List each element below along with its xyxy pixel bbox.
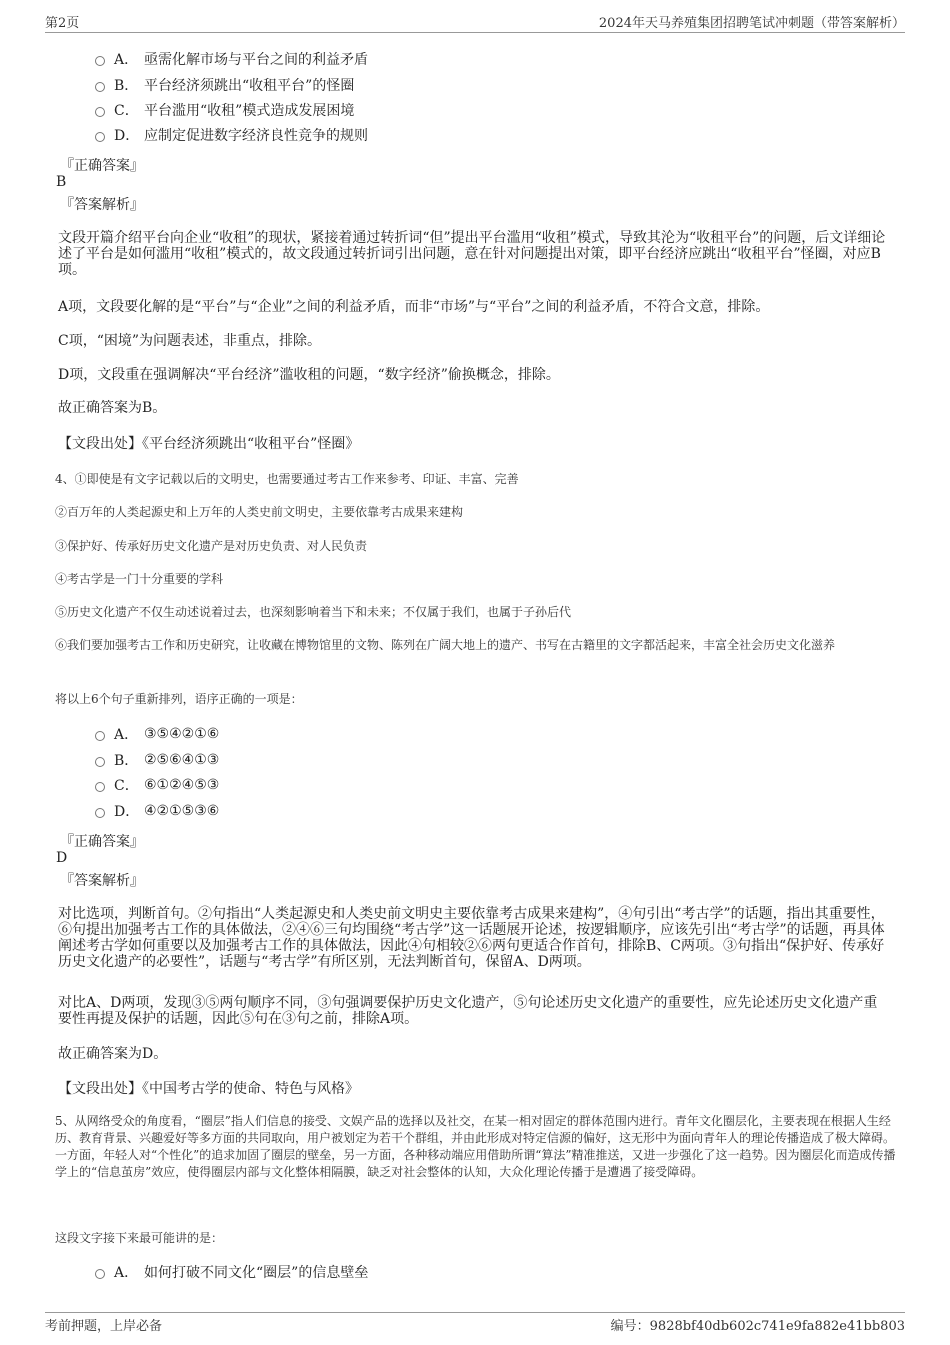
q4-source: 【文段出处】《中国考古学的使命、特色与风格》 — [58, 1081, 359, 1097]
q4-sentence-4: ④考古学是一门十分重要的学科 — [55, 572, 224, 586]
q3-answer: B — [56, 174, 67, 190]
q4-option-a[interactable]: A． ③⑤④②①⑥ — [95, 723, 219, 745]
q4-sentence-6: ⑥我们要加强考古工作和历史研究，让收藏在博物馆里的文物、陈列在广阔大地上的遗产、书写在古籍里的文字都活起来，丰富全社会历史文化滋养 — [55, 638, 836, 652]
footer-slogan: 考前押题，上岸必备 — [45, 1319, 163, 1334]
q3-source: 【文段出处】《平台经济须跳出“收租平台”怪圈》 — [58, 436, 360, 452]
q4-option-d[interactable]: D． ④②①⑤③⑥ — [95, 800, 219, 822]
radio-icon[interactable] — [95, 107, 105, 117]
radio-icon[interactable] — [95, 782, 105, 792]
q4-sentence-2: ②百万年的人类起源史和上万年的人类史前文明史，主要依靠考古成果来建构 — [55, 505, 464, 519]
q3-option-b[interactable]: B． 平台经济须跳出“收租平台”的怪圈 — [95, 74, 354, 96]
q4-correct-label: 『正确答案』 — [60, 834, 144, 850]
q4-prompt: 将以上6个句子重新排列，语序正确的一项是： — [55, 692, 303, 706]
footer-divider — [45, 1312, 905, 1313]
q4-option-c[interactable]: C． ⑥①②④⑤③ — [95, 774, 219, 796]
radio-icon[interactable] — [95, 56, 105, 66]
document-code: 编号：9828bf40db602c741e9fa882e41bb803 — [610, 1319, 905, 1334]
q3-analysis-2: A项，文段要化解的是“平台”与“企业”之间的利益矛盾，而非“市场”与“平台”之间的利益矛盾，不符合文意，排除。 — [58, 299, 770, 315]
q3-option-c[interactable]: C． 平台滥用“收租”模式造成发展困境 — [95, 99, 354, 121]
q3-option-d[interactable]: D． 应制定促进数字经济良性竞争的规则 — [95, 124, 368, 146]
q4-analysis-3: 故正确答案为D。 — [58, 1046, 168, 1062]
q5-stem: 5、从网络受众的角度看，“圈层”指人们信息的接受、文娱产品的选择以及社交，在某一相对固定的群体范围内进行。青年文化圈层化，主要表现在根据人生经历、教育背景、兴趣爱好等多方面的共同取向，用户被划定为若干个群组，并由此形成对特定信源的偏好，这无形中为面向青年人的理论传播造成了极大障碍。一方面，年轻人对“个性化”的追求加固了圈层的壁垒，另一方面，各种移动端应用借助所谓“算法”精准推送，又进一步强化了这一趋势。因为圈层化而造成传播学上的“信息茧房”效应，使得圈层内部与文化整体相隔膜，缺乏对社会整体的认知，大众化理论传播于是遭遇了接受障碍。 — [55, 1114, 896, 1179]
q3-analysis-4: D项，文段重在强调解决“平台经济”滥收租的问题，“数字经济”偷换概念，排除。 — [58, 367, 560, 383]
q5-option-a[interactable]: A． 如何打破不同文化“圈层”的信息壁垒 — [95, 1261, 368, 1283]
q4-analysis-1: 对比选项，判断首句。②句指出“人类起源史和人类史前文明史主要依靠考古成果来建构”，④句引出“考古学”的话题，指出其重要性，⑥句提出加强考古工作的具体做法，②④⑥三句均围绕“考古学”这一话题展开论述，按逻辑顺序，应该先引出“考古学”的话题，再具体阐述考古学如何重要以及加强考古工作的具体做法，因此④句相较②⑥两句更适合作首句，排除B、C两项。③句指出“保护好、传承好历史文化遗产的必要性”，话题与“考古学”有所区别，无法判断首句，保留A、D两项。 — [58, 906, 885, 970]
q3-analysis-label: 『答案解析』 — [60, 197, 144, 213]
q4-option-b[interactable]: B． ②⑤⑥④①③ — [95, 749, 219, 771]
q4-sentence-5: ⑤历史文化遗产不仅生动述说着过去，也深刻影响着当下和未来；不仅属于我们，也属于子孙后代 — [55, 605, 572, 619]
radio-icon[interactable] — [95, 132, 105, 142]
q5-prompt: 这段文字接下来最可能讲的是： — [55, 1231, 224, 1245]
q4-sentence-3: ③保护好、传承好历史文化遗产是对历史负责、对人民负责 — [55, 539, 368, 553]
q4-answer: D — [56, 850, 68, 866]
q4-analysis-label: 『答案解析』 — [60, 873, 144, 889]
radio-icon[interactable] — [95, 808, 105, 818]
q4-sentence-1: 4、①即使是有文字记载以后的文明史，也需要通过考古工作来参考、印证、丰富、完善 — [55, 472, 519, 486]
radio-icon[interactable] — [95, 1269, 105, 1279]
radio-icon[interactable] — [95, 82, 105, 92]
q3-option-a[interactable]: A． 亟需化解市场与平台之间的利益矛盾 — [95, 48, 368, 70]
document-title: 2024年天马养殖集团招聘笔试冲刺题（带答案解析） — [598, 16, 905, 31]
header-divider — [45, 32, 905, 33]
radio-icon[interactable] — [95, 731, 105, 741]
q3-analysis-3: C项，“困境”为问题表述，非重点，排除。 — [58, 333, 322, 349]
q4-analysis-2: 对比A、D两项，发现③⑤两句顺序不同，③句强调要保护历史文化遗产，⑤句论述历史文化遗产的重要性，应先论述历史文化遗产重要性再提及保护的话题，因此⑤句在③句之前，排除A项。 — [58, 995, 878, 1027]
q3-analysis-1: 文段开篇介绍平台向企业“收租”的现状，紧接着通过转折词“但”提出平台滥用“收租”模式，导致其沦为“收租平台”的问题，后文详细论述了平台是如何滥用“收租”模式的，故文段通过转折词引出问题，意在针对问题提出对策，即平台经济应跳出“收租平台”怪圈，对应B项。 — [58, 230, 886, 278]
q3-analysis-5: 故正确答案为B。 — [58, 400, 167, 416]
radio-icon[interactable] — [95, 757, 105, 767]
q3-correct-label: 『正确答案』 — [60, 158, 144, 174]
page-number: 第2页 — [45, 16, 80, 31]
